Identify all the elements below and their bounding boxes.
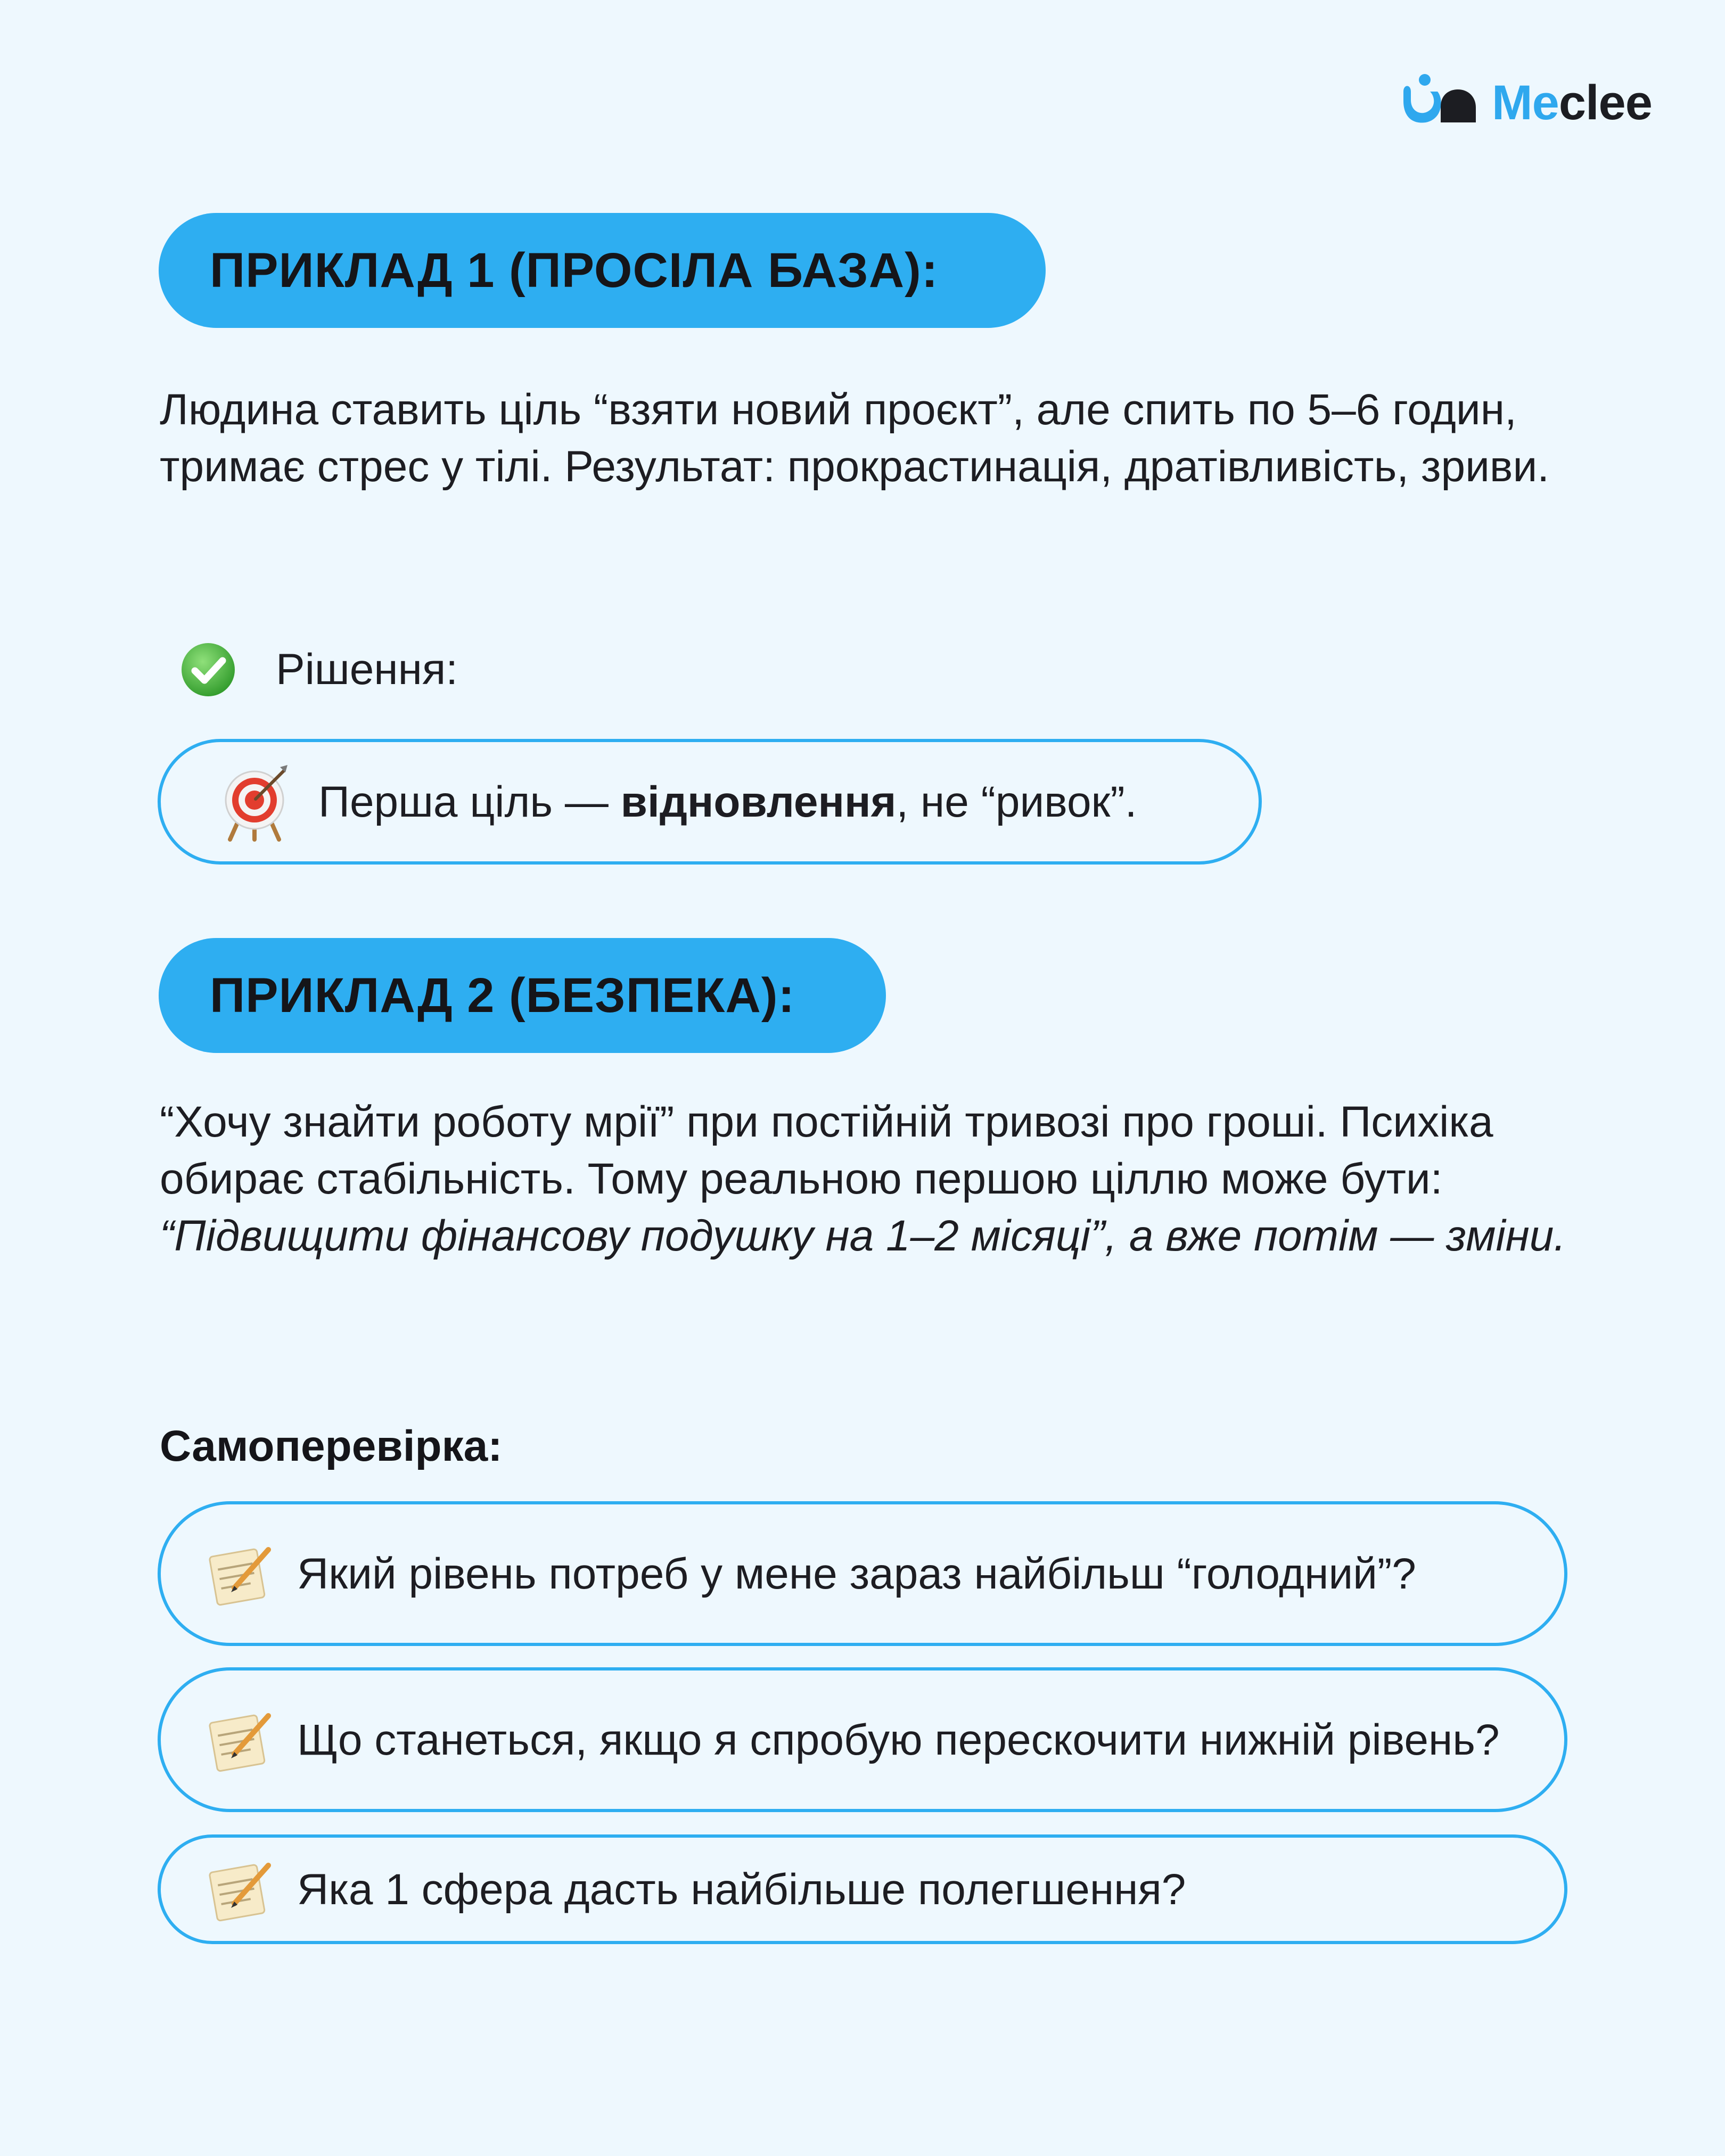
self-check-title: Самоперевірка: (160, 1422, 503, 1470)
memo-icon (203, 1705, 278, 1774)
question-box (158, 1501, 1567, 1646)
meclee-logo-icon (1400, 73, 1480, 132)
memo-icon (203, 1539, 278, 1608)
memo-icon (203, 1855, 278, 1924)
solution-label: Рішення: (276, 645, 458, 694)
solution-row (179, 638, 458, 702)
example1-text: Людина ставить ціль “взяти новий проєкт”, але спить по 5–6 годин, тримає стрес у тілі. Результат: прокрастинація, дратівливість, зриви. (160, 385, 1550, 491)
question-text: Яка 1 сфера дасть найбільше полегшення? (297, 1865, 1186, 1914)
question-box (158, 1834, 1567, 1944)
question-text: Що станеться, якщо я спробую перескочити нижній рівень? (297, 1715, 1500, 1764)
target-icon (217, 762, 292, 842)
question-box (158, 1667, 1567, 1812)
check-mark-icon (179, 640, 237, 699)
question-text: Який рівень потреб у мене зараз найбільш “голодний”? (297, 1549, 1416, 1598)
example1-heading: ПРИКЛАД 1 (ПРОСІЛА БАЗА): (159, 213, 1046, 328)
example2-italic-text: “Підвищити фінансову подушку на 1–2 місяці”, а вже потім — зміни. (160, 1212, 1566, 1260)
goal-box (158, 739, 1262, 865)
brand-name: Meclee (1492, 75, 1652, 130)
goal-text: Перша ціль — відновлення, не “ривок”. (318, 777, 1137, 826)
example2-text-block (160, 1093, 1576, 1264)
example2-text: “Хочу знайти роботу мрії” при постійній тривозі про гроші. Психіка обирає стабільність. Тому реальною першою ціллю може бути: (160, 1098, 1493, 1203)
example2-heading: ПРИКЛАД 2 (БЕЗПЕКА): (159, 938, 886, 1053)
brand-logo (1400, 63, 1652, 143)
